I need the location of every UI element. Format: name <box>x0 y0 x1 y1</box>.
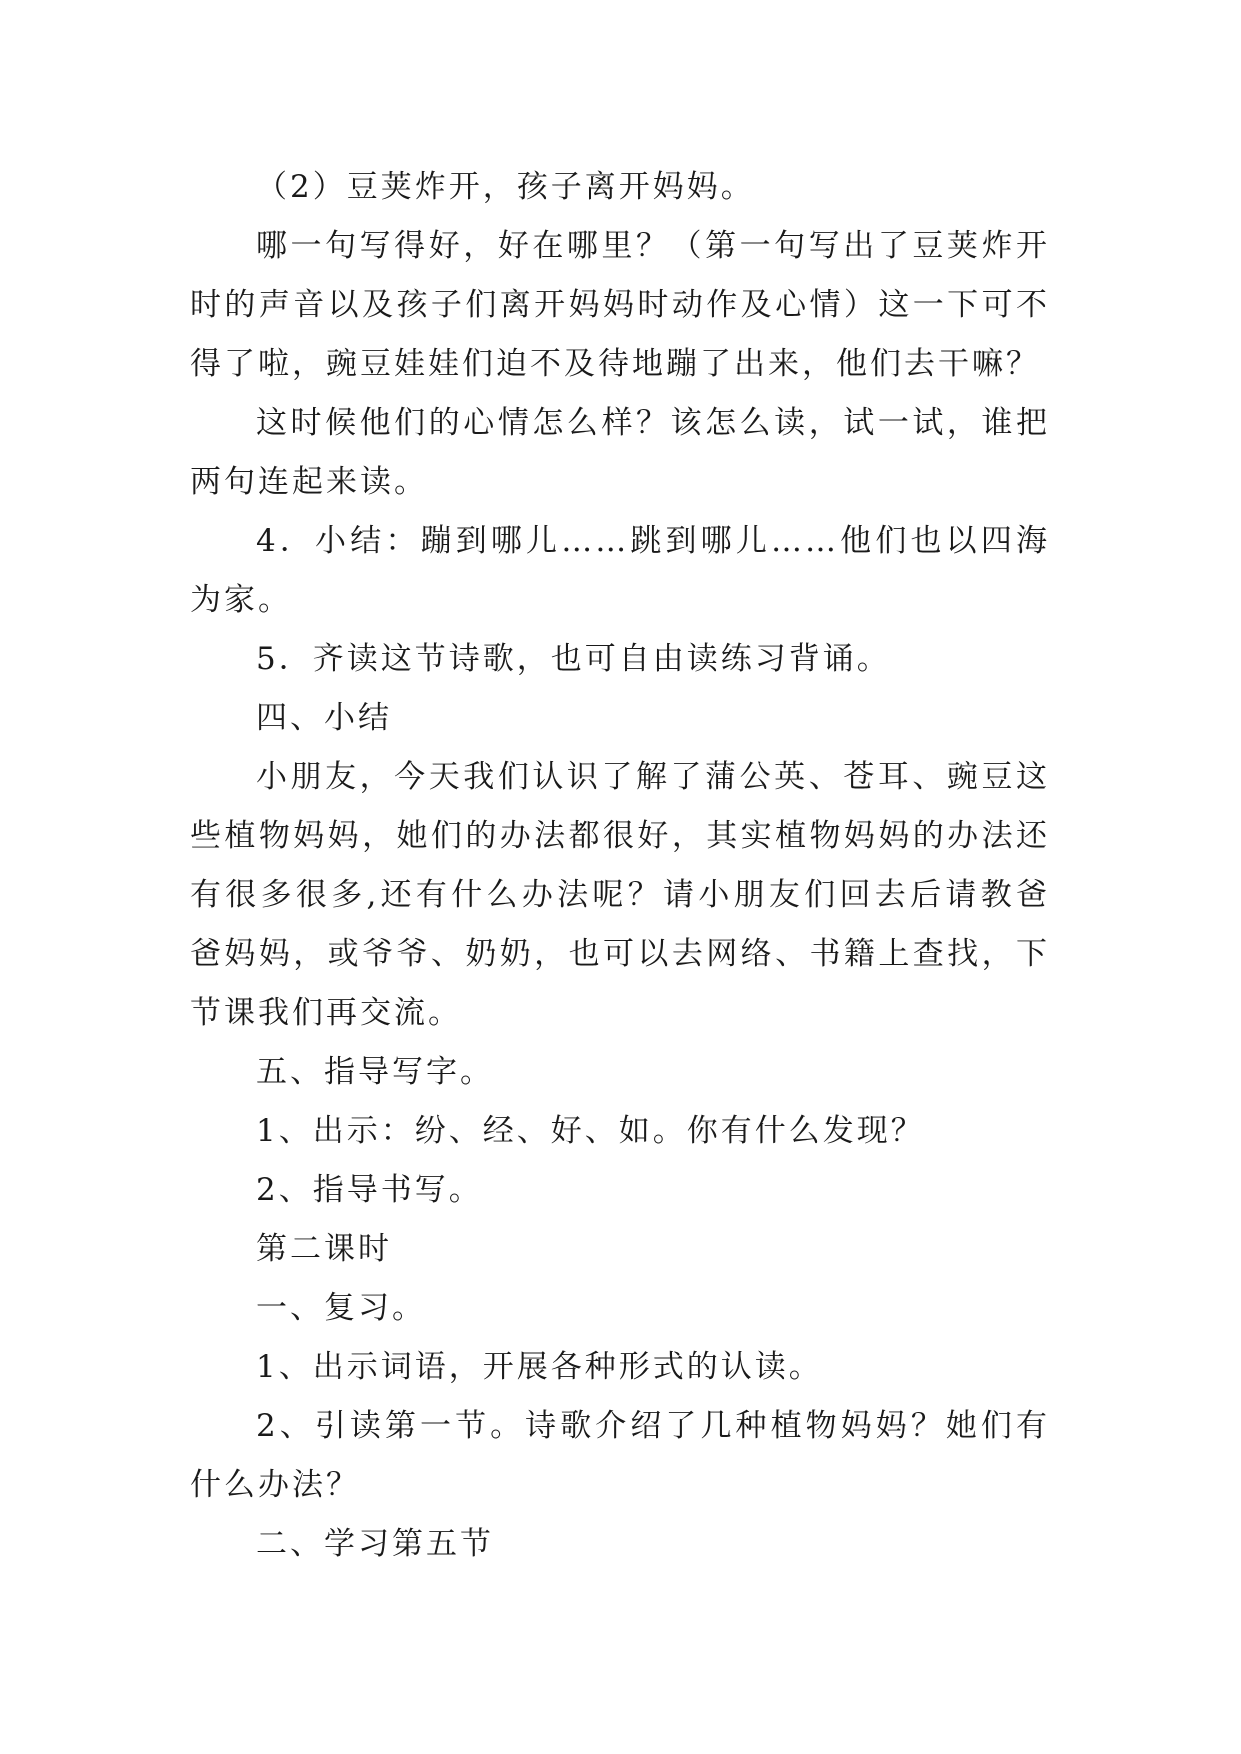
paragraph-lead-reading: 2、引读第一节。诗歌介绍了几种植物妈妈？她们有什么办法？ <box>190 1408 1050 1503</box>
paragraph-show-characters: 1、出示：纷、经、好、如。你有什么发现？ <box>256 1113 925 1149</box>
paragraph-summary-4: 4．小结：蹦到哪儿……跳到哪儿……他们也以四海为家。 <box>190 523 1050 618</box>
heading-section-4-summary: 四、小结 <box>256 700 392 736</box>
document-body <box>190 158 1050 1574</box>
heading-review: 一、复习。 <box>256 1290 426 1326</box>
paragraph-guide-writing: 2、指导书写。 <box>256 1172 483 1208</box>
paragraph-mood-question: 这时候他们的心情怎么样？该怎么读，试一试，谁把两句连起来读。 <box>190 405 1050 500</box>
paragraph-read-together-5: 5．齐读这节诗歌，也可自由读练习背诵。 <box>256 641 891 677</box>
paragraph-which-sentence: 哪一句写得好，好在哪里？（第一句写出了豆荚炸开时的声音以及孩子们离开妈妈时动作及心情）这一下可不得了啦，豌豆娃娃们迫不及待地蹦了出来，他们去干嘛？ <box>190 228 1050 382</box>
heading-study-section-5: 二、学习第五节 <box>256 1526 494 1562</box>
paragraph-plant-mothers: 小朋友，今天我们认识了解了蒲公英、苍耳、豌豆这些植物妈妈，她们的办法都很好，其实植物妈妈的办法还有很多很多,还有什么办法呢？请小朋友们回去后请教爸爸妈妈，或爷爷、奶奶，也可以去网络、书籍上查找，下节课我们再交流。 <box>190 759 1050 1031</box>
paragraph-pod-burst: （2）豆荚炸开，孩子离开妈妈。 <box>256 169 755 205</box>
heading-second-lesson: 第二课时 <box>256 1231 392 1267</box>
paragraph-show-words: 1、出示词语，开展各种形式的认读。 <box>256 1349 823 1385</box>
heading-section-5-writing: 五、指导写字。 <box>256 1054 494 1090</box>
